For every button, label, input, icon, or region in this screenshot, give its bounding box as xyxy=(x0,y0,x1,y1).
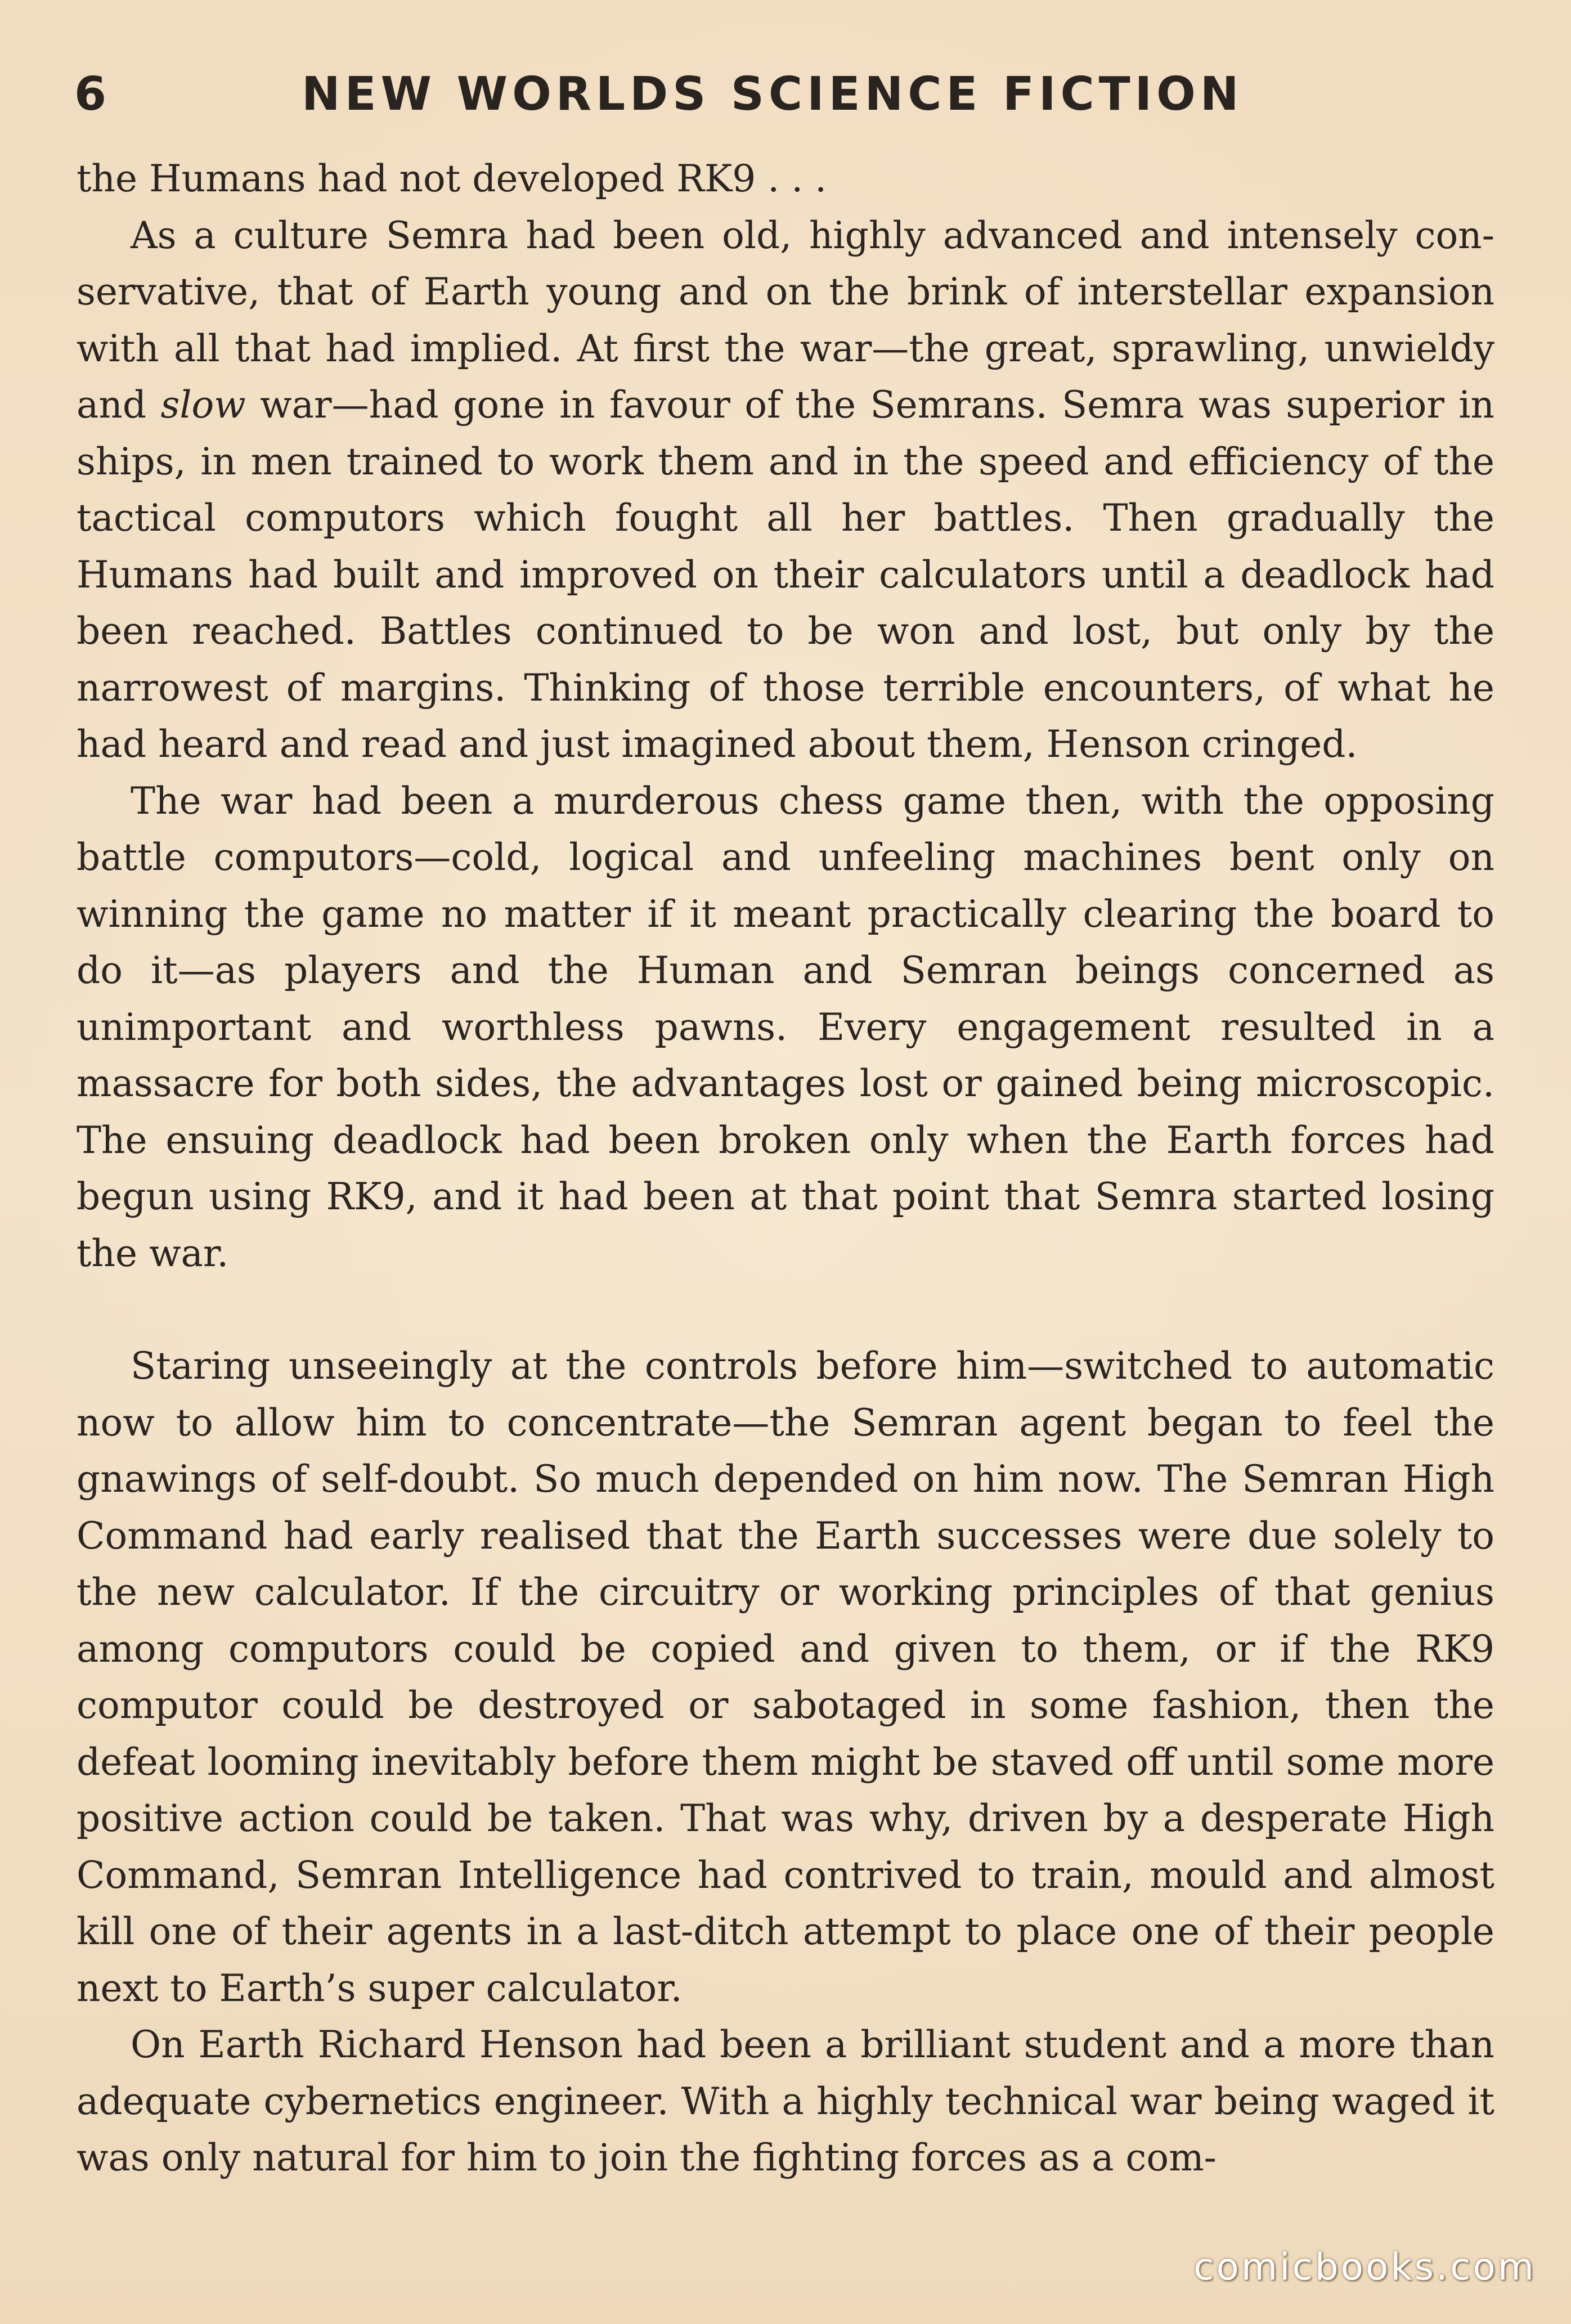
journal-title: NEW WORLDS SCIENCE FICTION xyxy=(302,68,1244,121)
watermark: comicbooks.com xyxy=(1193,2245,1536,2289)
paragraph: On Earth Richard Henson had been a brilliant student and a more than adequate cybernetics engineer. With a highly technical war being waged it was only natural for him to join the fighting forces as a com- xyxy=(77,2023,1494,2179)
emphasis-text: slow xyxy=(160,383,246,427)
paragraph-continued: the Humans had not developed RK9 . . . xyxy=(77,157,827,200)
page-number: 6 xyxy=(74,68,111,121)
running-head xyxy=(74,68,1278,135)
paragraph: The war had been a murderous chess game then, with the opposing battle computors—cold, logical and unfeeling machines bent only on winning the game no matter if it meant practically clearing the board to do it—as players and the Human and Semran beings concerned as unimportant and worthless pawns. Every engagement resulted in a massacre for both sides, the advantages lost or gained being microscopic. The ensuing deadlock had been broken only when the Earth forces had begun using RK9, and it had been at that point that Semra started losing the war. xyxy=(77,779,1494,1275)
paragraph-text: As a culture Semra had been old, highly advanced and intensely conservative, that of Earth young and on the brink of interstellar expansion with all that had implied. At first the war—the great, sprawling, unwieldy and xyxy=(77,213,1494,427)
paragraph xyxy=(77,208,1494,773)
story-text xyxy=(77,151,1494,2187)
paragraph-section-start: Staring unseeingly at the controls before him—switched to automatic now to allow him to concentrate—the Semran agent began to feel the gnawings of self-doubt. So much depended on him now. The Semran High Command had early realised that the Earth successes were due solely to the new calculator. If the circuitry or working principles of that genius among computors could be copied and given to them, or if the RK9 computor could be destroyed or sabotaged in some fashion, then the defeat looming inevitably before them might be staved off until some more positive action could be taken. That was why, driven by a desperate High Command, Semran Intelligence had contrived to train, mould and almost kill one of their agents in a last-ditch attempt to place one of their people next to Earth’s super calculator. xyxy=(77,1344,1494,2010)
paragraph-text: war—had gone in favour of the Semrans. Semra was superior in ships, in men trained to work them and in the speed and efficiency of the tactical computors which fought all her battles. Then gradually the Humans had built and improved on their calculators until a deadlock had been reached. Battles continued to be won and lost, but only by the narrowest of margins. Thinking of those terrible encounters, of what he had heard and read and just imagined about them, Henson cringed. xyxy=(77,383,1494,766)
